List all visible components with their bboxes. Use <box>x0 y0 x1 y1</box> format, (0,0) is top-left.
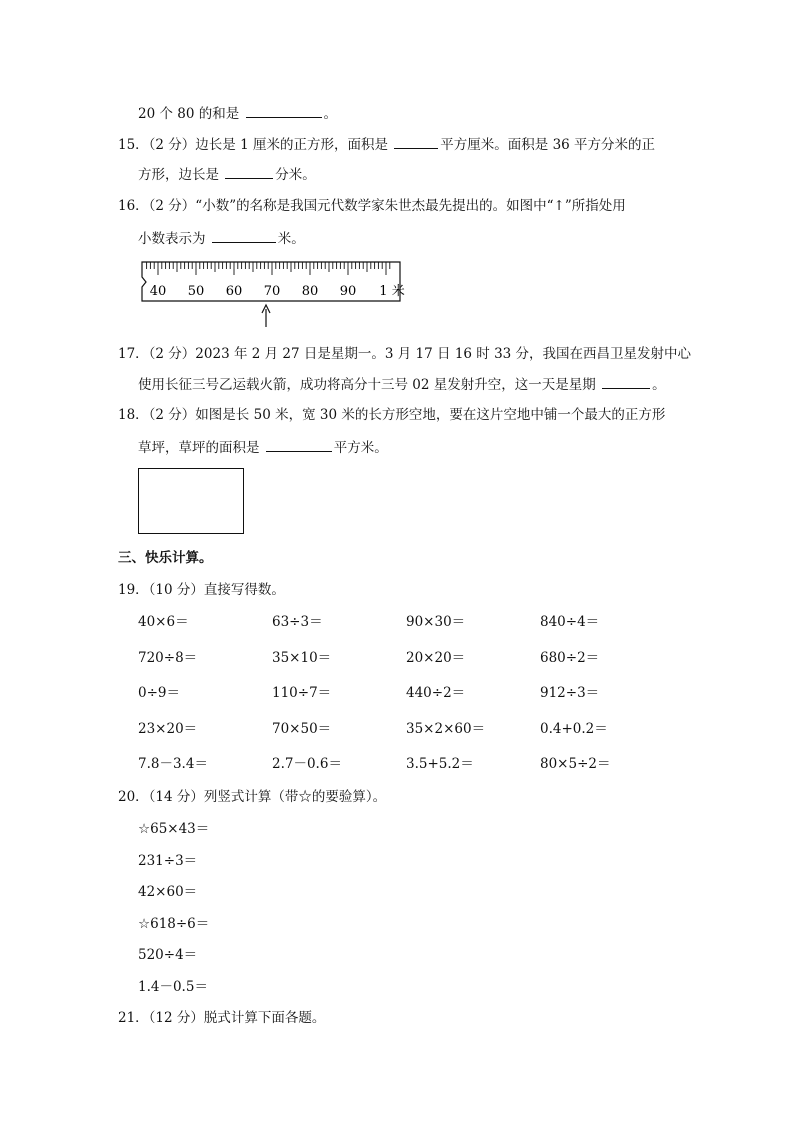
q16-answer-blank[interactable] <box>212 229 276 243</box>
q19-item: 20×20＝ <box>406 649 466 666</box>
q16-text-a: 小数表示为 <box>138 231 206 247</box>
q19-item: 0÷9＝ <box>138 685 180 701</box>
q19-item: 35×10＝ <box>272 649 332 666</box>
q16-line2 <box>138 229 305 248</box>
q19-item: 912÷3＝ <box>540 685 600 701</box>
q21-title: 21．（12 分）脱式计算下面各题。 <box>118 1010 326 1026</box>
q17-answer-blank[interactable] <box>602 375 650 389</box>
q20-item: 1.4－0.5＝ <box>138 978 208 995</box>
q16-text-b: 米。 <box>277 231 305 247</box>
q19-item: 63÷3＝ <box>272 614 323 630</box>
q20-title: 20．（14 分）列竖式计算（带☆的要验算）。 <box>118 789 387 805</box>
q15-line1 <box>118 135 655 154</box>
q17-line2 <box>138 375 666 394</box>
rectangle-figure <box>138 468 244 534</box>
q15-blank-1[interactable] <box>394 135 438 149</box>
ruler-label: 50 <box>187 284 205 299</box>
ruler-figure <box>136 257 408 329</box>
q19-item: 440÷2＝ <box>406 685 466 701</box>
q16-line1: 16．（2 分）“小数”的名称是我国元代数学家朱世杰最先提出的。如图中“↑”所指处用 <box>118 198 626 214</box>
q17-text-b: 。 <box>652 377 666 393</box>
q20-item: ☆618÷6＝ <box>138 915 210 932</box>
q17-line1: 17．（2 分）2023 年 2 月 27 日是星期一。3 月 17 日 16 时 33 分，我国在西昌卫星发射中心 <box>118 346 692 362</box>
q19-item: 7.8－3.4＝ <box>138 756 208 772</box>
q18-text-b: 平方米。 <box>333 440 388 456</box>
q18-answer-blank[interactable] <box>266 438 332 452</box>
q19-item: 2.7－0.6＝ <box>272 756 342 772</box>
q14-end: 。 <box>323 106 338 122</box>
q19-item: 80×5÷2＝ <box>540 756 611 772</box>
section-3-heading: 三、快乐计算。 <box>118 550 213 566</box>
q19-item: 35×2×60＝ <box>406 720 486 737</box>
q19-item: 110÷7＝ <box>272 685 332 701</box>
q19-item: 720÷8＝ <box>138 649 198 666</box>
q15-text-b: 平方厘米。面积是 36 平方分米的正 <box>440 137 656 153</box>
ruler-label: 80 <box>301 284 319 299</box>
q14-text: 20 个 80 的和是 <box>138 106 240 122</box>
q19-item: 0.4+0.2＝ <box>540 720 608 737</box>
q14-continuation <box>138 104 337 123</box>
ruler-label: 70 <box>263 284 281 299</box>
q19-item: 840÷4＝ <box>540 614 600 630</box>
ruler-label: 60 <box>225 284 243 299</box>
q15-text-d: 分米。 <box>275 167 316 183</box>
q17-text-a: 使用长征三号乙运载火箭，成功将高分十三号 02 星发射升空，这一天是星期 <box>138 377 596 393</box>
q19-item: 23×20＝ <box>138 720 198 737</box>
q18-line1: 18．（2 分）如图是长 50 米，宽 30 米的长方形空地，要在这片空地中铺一个最大的正方形 <box>118 407 666 423</box>
q15-text-a: 15．（2 分）边长是 1 厘米的正方形，面积是 <box>118 137 388 153</box>
q19-title: 19．（10 分）直接写得数。 <box>118 582 285 598</box>
q20-item: 231÷3＝ <box>138 852 198 869</box>
q15-blank-2[interactable] <box>225 165 273 179</box>
q19-item: 680÷2＝ <box>540 649 600 666</box>
q20-item: 42×60＝ <box>138 884 198 900</box>
q19-item: 90×30＝ <box>406 614 466 630</box>
q19-item: 70×50＝ <box>272 720 332 737</box>
q19-item: 40×6＝ <box>138 614 189 630</box>
q19-item: 3.5+5.2＝ <box>406 756 474 772</box>
q15-text-c: 方形，边长是 <box>138 167 219 183</box>
q20-item: 520÷4＝ <box>138 947 198 963</box>
pointer-arrow-icon <box>262 305 270 327</box>
q15-line2 <box>138 165 316 184</box>
q20-item: ☆65×43＝ <box>138 821 210 837</box>
ruler-label: 1 米 <box>379 284 405 299</box>
q14-answer-blank[interactable] <box>246 104 322 118</box>
ruler-label: 40 <box>149 284 167 299</box>
q18-text-a: 草坪，草坪的面积是 <box>138 440 260 456</box>
ruler-label: 90 <box>339 284 357 299</box>
q18-line2 <box>138 438 388 457</box>
